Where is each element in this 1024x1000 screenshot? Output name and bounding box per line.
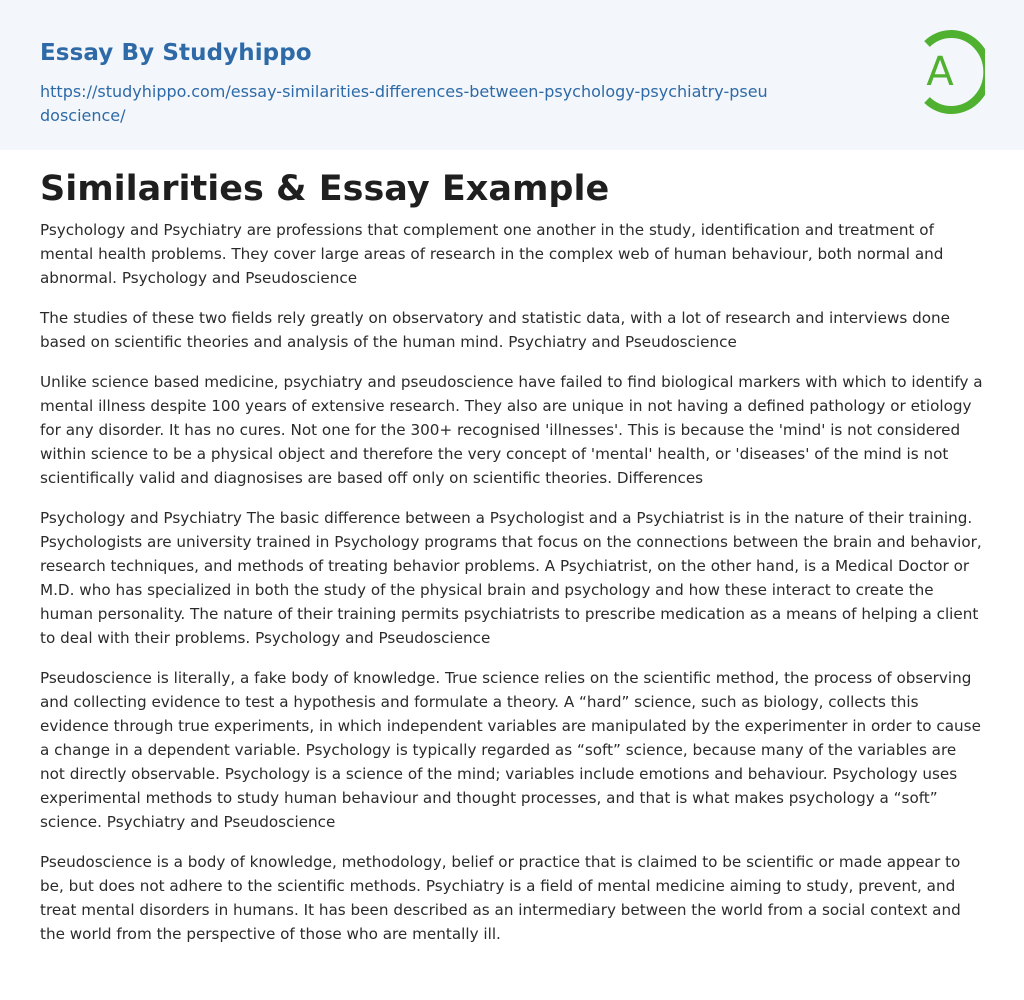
essay-url-link[interactable]: https://studyhippo.com/essay-similarities-differences-between-psychology-psychiatry-pseudoscience/ [40, 82, 768, 125]
paragraph-1: Psychology and Psychiatry are professions that complement one another in the study, identification and treatment of mental health problems. They cover large areas of research in the complex web of human behaviour, both normal and abnormal. Psychology and Pseudoscience [40, 221, 944, 287]
paragraph-3: Unlike science based medicine, psychiatry and pseudoscience have failed to find biological markers with which to identify a mental illness despite 100 years of extensive research. They also are unique in not having a defined pathology or etiology for any disorder. It has no cures. Not one for the 300+ recognised 'illnesses'. This is because the 'mind' is not considered within science to be a physical object and therefore the very concept of 'mental' health, or 'diseases' of the mind is not scientifically valid and diagnosises are based off only on scientific theories. Differences [40, 373, 983, 487]
studyhippo-logo-icon[interactable] [913, 30, 985, 114]
logo-letter: A [926, 49, 954, 95]
article [0, 150, 1024, 946]
paragraph-5: Pseudoscience is literally, a fake body of knowledge. True science relies on the scientific method, the process of observing and collecting evidence to test a hypothesis and formulate a theory. A “hard” science, such as biology, collects this evidence through true experiments, in which independent variables are manipulated by the experimenter in order to cause a change in a dependent variable. Psychology is typically regarded as “soft” science, because many of the variables are not directly observable. Psychology is a science of the mind; variables include emotions and behaviour. Psychology uses experimental methods to study human behaviour and thought processes, and that is what makes psychology a “soft” science. Psychiatry and Pseudoscience [40, 669, 981, 831]
site-header [0, 0, 1024, 150]
brand-title: Essay By Studyhippo [40, 40, 312, 66]
page-title: Similarities & Essay Example [40, 169, 610, 209]
paragraph-4: Psychology and Psychiatry The basic difference between a Psychologist and a Psychiatrist is in the nature of their training. Psychologists are university trained in Psychology programs that focus on the connections between the brain and behavior, research techniques, and methods of treating behavior problems. A Psychiatrist, on the other hand, is a Medical Doctor or M.D. who has specialized in both the study of the physical brain and psychology and how these interact to create the human personality. The nature of their training permits psychiatrists to prescribe medication as a means of helping a client to deal with their problems. Psychology and Pseudoscience [40, 509, 982, 647]
paragraph-6: Pseudoscience is a body of knowledge, methodology, belief or practice that is claimed to be scientific or made appear to be, but does not adhere to the scientific methods. Psychiatry is a field of mental medicine aiming to study, prevent, and treat mental disorders in humans. It has been described as an intermediary between the world from a social context and the world from the perspective of those who are mentally ill. [40, 853, 961, 943]
paragraph-2: The studies of these two fields rely greatly on observatory and statistic data, with a lot of research and interviews done based on scientific theories and analysis of the human mind. Psychiatry and Pseudoscience [40, 309, 951, 351]
